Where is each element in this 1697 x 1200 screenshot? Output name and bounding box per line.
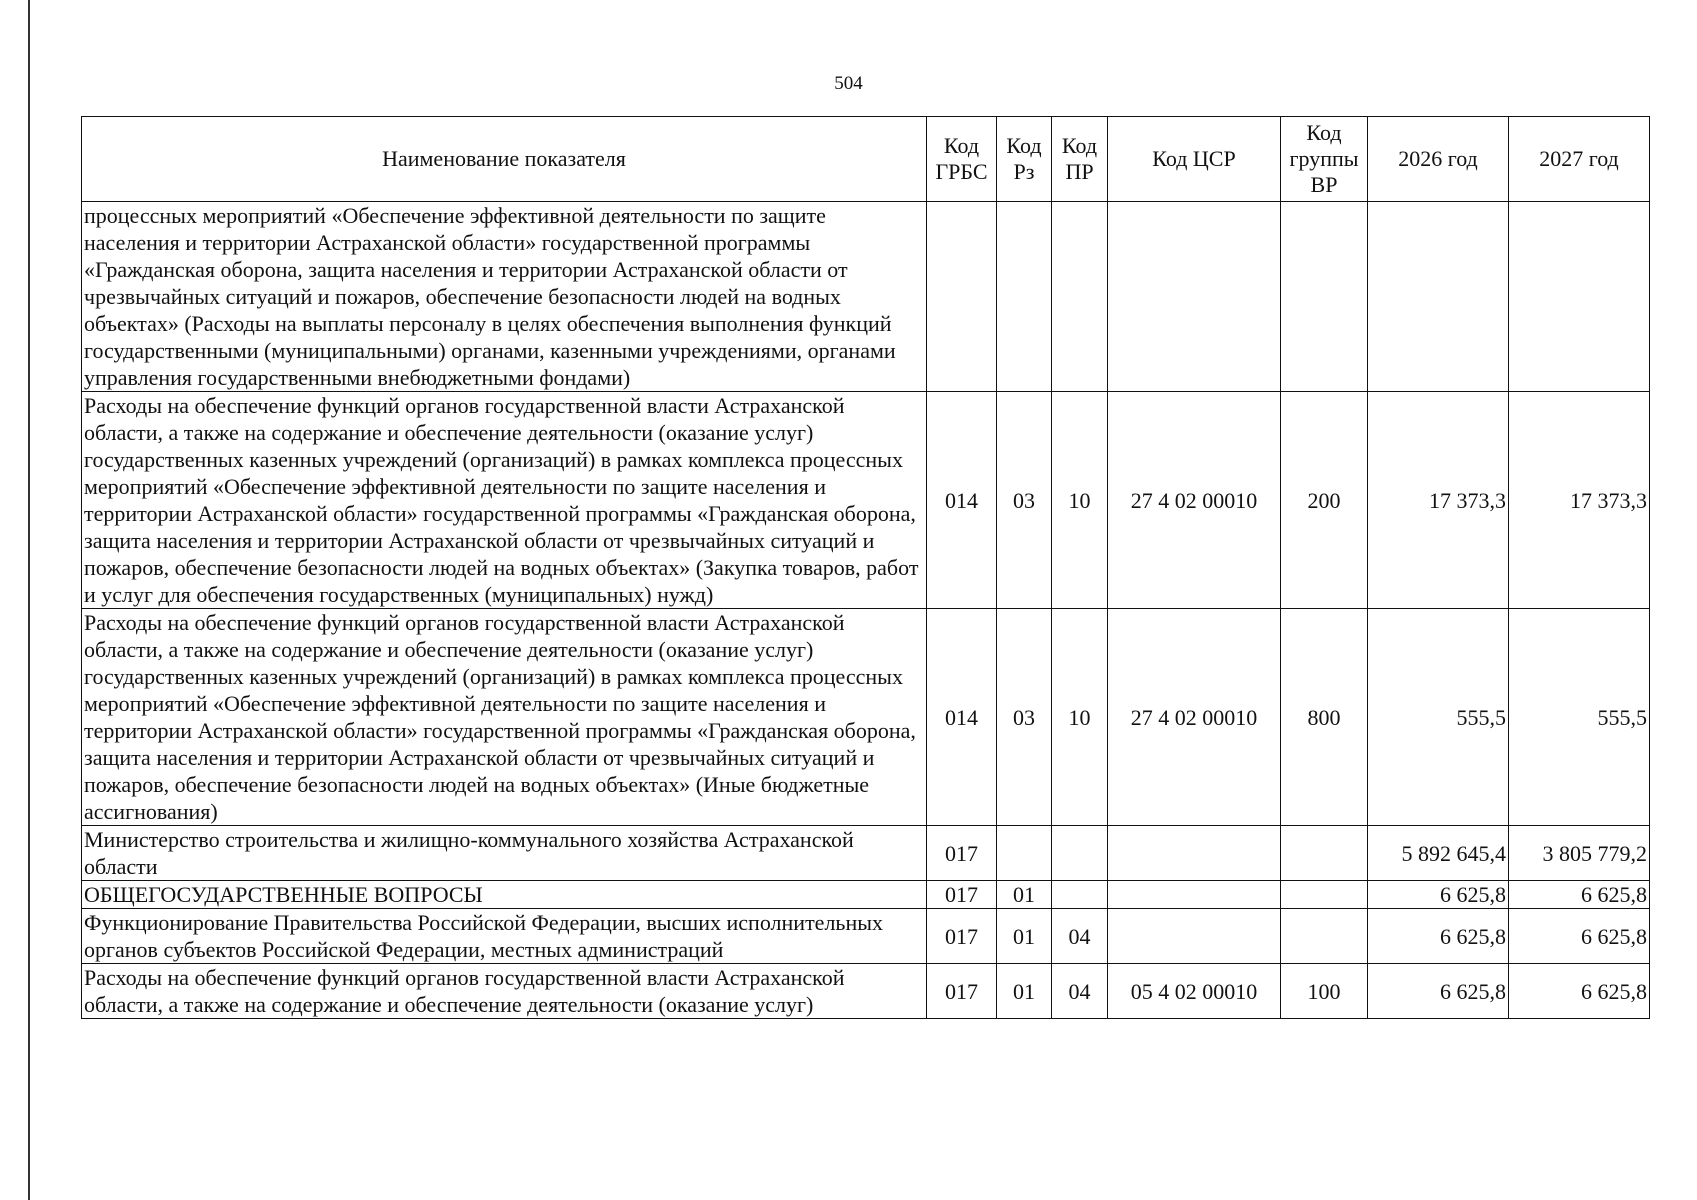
row-2027: 17 373,3 [1509, 392, 1650, 609]
row-pr [1052, 826, 1108, 881]
header-rz: Код Рз [997, 117, 1052, 202]
row-grbs: 014 [927, 392, 997, 609]
row-grbs: 017 [927, 881, 997, 909]
table-row [82, 881, 1650, 909]
row-vr [1281, 826, 1368, 881]
table-row [82, 609, 1650, 826]
row-vr [1281, 881, 1368, 909]
row-vr: 800 [1281, 609, 1368, 826]
row-grbs: 017 [927, 826, 997, 881]
row-vr [1281, 202, 1368, 392]
row-csr: 27 4 02 00010 [1108, 609, 1281, 826]
row-grbs: 014 [927, 609, 997, 826]
row-pr [1052, 202, 1108, 392]
row-csr [1108, 202, 1281, 392]
left-margin-line [28, 0, 30, 1200]
row-csr [1108, 826, 1281, 881]
row-2027: 6 625,8 [1509, 881, 1650, 909]
row-2026: 5 892 645,4 [1368, 826, 1509, 881]
row-2027: 6 625,8 [1509, 909, 1650, 964]
row-vr: 200 [1281, 392, 1368, 609]
row-2026: 17 373,3 [1368, 392, 1509, 609]
row-2027: 555,5 [1509, 609, 1650, 826]
row-csr: 05 4 02 00010 [1108, 964, 1281, 1019]
table-row [82, 392, 1650, 609]
row-name: процессных мероприятий «Обеспечение эффективной деятельности по защите населения и территории Астраханской области» государственной программы «Гражданская оборона, защита населения и территории Астраханской области от чрезвычайных ситуаций и пожаров, обеспечение безопасности людей на водных объектах» (Расходы на выплаты персоналу в целях обеспечения выполнения функций государственными (муниципальными) органами, казенными учреждениями, органами управления государственными внебюджетными фондами) [82, 202, 927, 392]
header-name: Наименование показателя [82, 117, 927, 202]
row-grbs [927, 202, 997, 392]
row-pr: 04 [1052, 964, 1108, 1019]
row-pr: 10 [1052, 392, 1108, 609]
row-name: Министерство строительства и жилищно-коммунального хозяйства Астраханской области [82, 826, 927, 881]
row-2027 [1509, 202, 1650, 392]
row-name: ОБЩЕГОСУДАРСТВЕННЫЕ ВОПРОСЫ [82, 881, 927, 909]
row-csr [1108, 909, 1281, 964]
header-csr: Код ЦСР [1108, 117, 1281, 202]
table-header-row [82, 117, 1650, 202]
row-name: Расходы на обеспечение функций органов государственной власти Астраханской области, а также на содержание и обеспечение деятельности (оказание услуг) государственных казенных учреждений (организаций) в рамках комплекса процессных мероприятий «Обеспечение эффективной деятельности по защите населения и территории Астраханской области» государственной программы «Гражданская оборона, защита населения и территории Астраханской области от чрезвычайных ситуаций и пожаров, обеспечение безопасности людей на водных объектах» (Закупка товаров, работ и услуг для обеспечения государственных (муниципальных) нужд) [82, 392, 927, 609]
row-2026: 6 625,8 [1368, 964, 1509, 1019]
budget-table [81, 116, 1650, 1019]
row-rz: 01 [997, 881, 1052, 909]
row-rz [997, 202, 1052, 392]
row-rz [997, 826, 1052, 881]
table-row [82, 909, 1650, 964]
row-vr: 100 [1281, 964, 1368, 1019]
row-rz: 01 [997, 964, 1052, 1019]
row-pr: 10 [1052, 609, 1108, 826]
row-2026 [1368, 202, 1509, 392]
row-pr [1052, 881, 1108, 909]
table-row [82, 826, 1650, 881]
row-name: Расходы на обеспечение функций органов государственной власти Астраханской области, а также на содержание и обеспечение деятельности (оказание услуг) государственных казенных учреждений (организаций) в рамках комплекса процессных мероприятий «Обеспечение эффективной деятельности по защите населения и территории Астраханской области» государственной программы «Гражданская оборона, защита населения и территории Астраханской области от чрезвычайных ситуаций и пожаров, обеспечение безопасности людей на водных объектах» (Иные бюджетные ассигнования) [82, 609, 927, 826]
row-csr [1108, 881, 1281, 909]
header-vr: Код группы ВР [1281, 117, 1368, 202]
row-2027: 6 625,8 [1509, 964, 1650, 1019]
header-grbs: Код ГРБС [927, 117, 997, 202]
row-2026: 555,5 [1368, 609, 1509, 826]
row-rz: 03 [997, 609, 1052, 826]
row-2027: 3 805 779,2 [1509, 826, 1650, 881]
row-name: Функционирование Правительства Российской Федерации, высших исполнительных органов субъектов Российской Федерации, местных администраций [82, 909, 927, 964]
row-vr [1281, 909, 1368, 964]
row-rz: 01 [997, 909, 1052, 964]
row-grbs: 017 [927, 909, 997, 964]
header-2026: 2026 год [1368, 117, 1509, 202]
header-2027: 2027 год [1509, 117, 1650, 202]
row-csr: 27 4 02 00010 [1108, 392, 1281, 609]
row-2026: 6 625,8 [1368, 909, 1509, 964]
table-row [82, 202, 1650, 392]
row-rz: 03 [997, 392, 1052, 609]
row-name: Расходы на обеспечение функций органов государственной власти Астраханской области, а также на содержание и обеспечение деятельности (оказание услуг) [82, 964, 927, 1019]
page-number: 504 [834, 73, 863, 94]
table-row [82, 964, 1650, 1019]
row-2026: 6 625,8 [1368, 881, 1509, 909]
row-pr: 04 [1052, 909, 1108, 964]
row-grbs: 017 [927, 964, 997, 1019]
header-pr: Код ПР [1052, 117, 1108, 202]
